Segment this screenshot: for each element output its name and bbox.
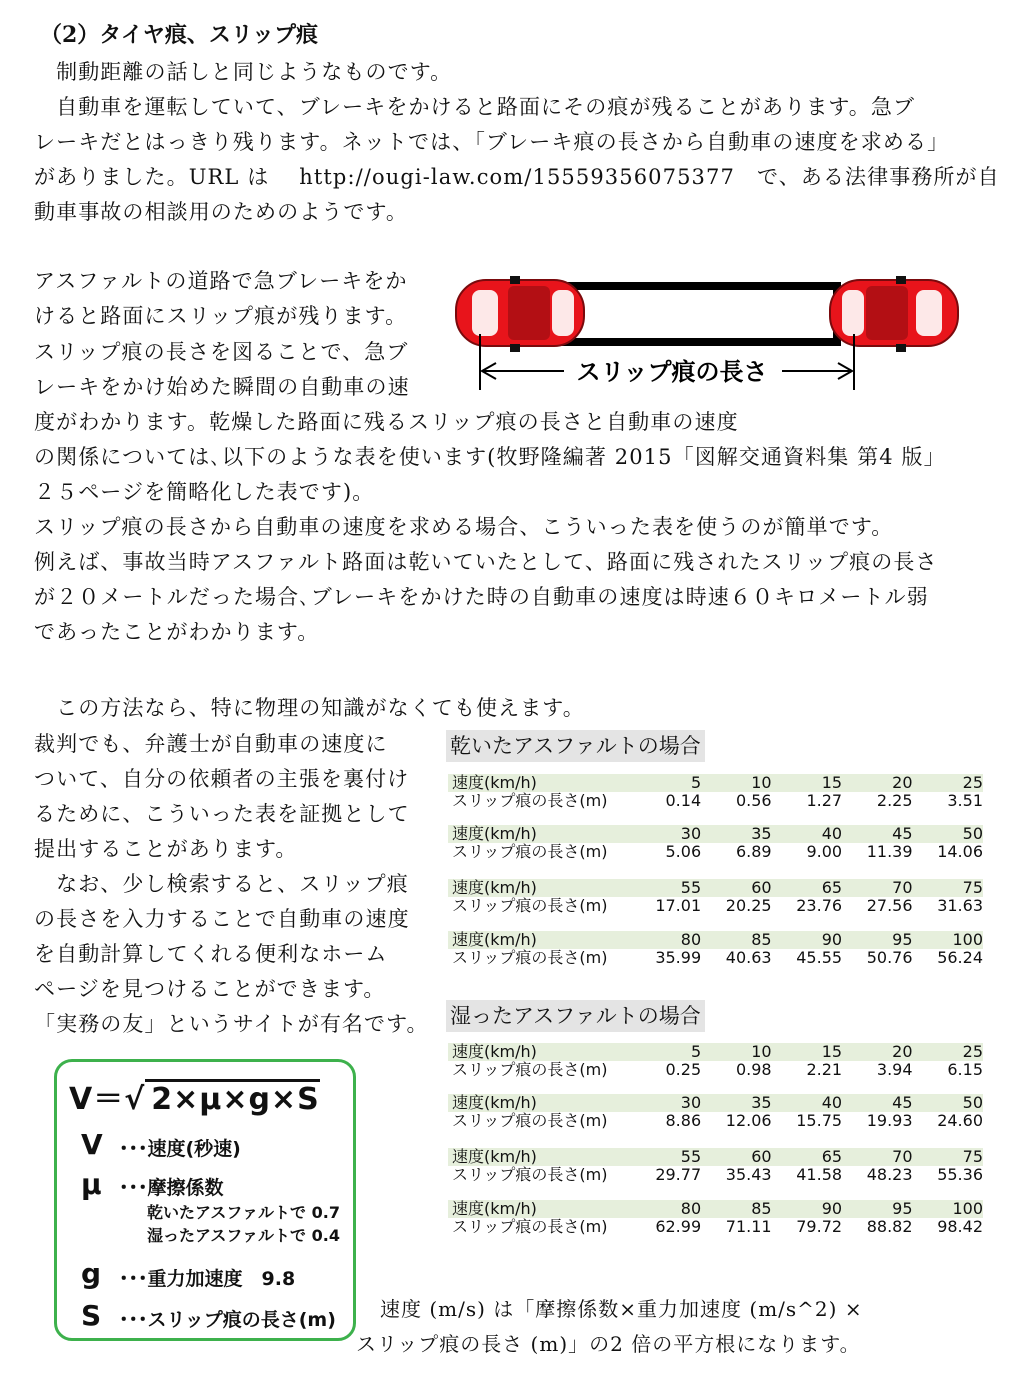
table-block <box>448 879 983 915</box>
speed-cell: 80 <box>680 1199 702 1218</box>
speed-cell: 60 <box>751 878 772 897</box>
speed-cell: 25 <box>962 773 983 792</box>
length-cell: 40.63 <box>725 948 772 967</box>
speed-cell: 15 <box>821 773 843 792</box>
skid-length-label: スリップ痕の長さ <box>576 358 768 386</box>
speed-label: 速度(km/h) <box>452 1042 537 1061</box>
length-cell: 88.82 <box>866 1217 913 1236</box>
speed-cell: 10 <box>751 773 772 792</box>
length-cell: 17.01 <box>655 896 702 915</box>
speed-label: 速度(km/h) <box>452 773 537 792</box>
mu-wet-value: 湿ったアスファルトで 0.4 <box>147 1226 340 1245</box>
length-row <box>448 897 983 915</box>
speed-cell: 40 <box>821 1093 843 1112</box>
text-line: 例えば、事故当時アスファルト路面は乾いていたとして、路面に残されたスリップ痕の長さ <box>34 550 938 574</box>
table-block <box>448 1094 983 1130</box>
length-cell: 0.56 <box>735 791 772 810</box>
speed-cell: 45 <box>892 824 913 843</box>
length-label: スリップ痕の長さ(m) <box>452 1217 608 1236</box>
length-cell: 27.56 <box>866 896 913 915</box>
length-cell: 1.27 <box>806 791 843 810</box>
text-line: であったことがわかります。 <box>34 620 320 644</box>
wet-table-title: 湿ったアスファルトの場合 <box>446 1000 705 1032</box>
length-label: スリップ痕の長さ(m) <box>452 896 608 915</box>
length-label: スリップ痕の長さ(m) <box>452 1060 608 1079</box>
speed-cell: 85 <box>751 1199 772 1218</box>
symbol-v-desc: ･･･速度(秒速) <box>119 1138 241 1160</box>
skid-diagram <box>452 266 962 396</box>
speed-cell: 35 <box>751 824 772 843</box>
symbol-mu: μ <box>81 1168 102 1201</box>
length-cell: 50.76 <box>866 948 913 967</box>
speed-cell: 75 <box>962 1147 983 1166</box>
length-label: スリップ痕の長さ(m) <box>452 948 608 967</box>
formula-prefix: V＝ <box>69 1082 125 1117</box>
formula-box <box>54 1059 356 1341</box>
closing-line: スリップ痕の長さ (m)」の2 倍の平方根になります。 <box>356 1332 861 1356</box>
speed-cell: 50 <box>962 1093 983 1112</box>
speed-cell: 100 <box>952 930 983 949</box>
table-block <box>448 931 983 967</box>
length-cell: 3.94 <box>876 1060 913 1079</box>
length-cell: 6.89 <box>735 842 772 861</box>
speed-cell: 95 <box>892 930 913 949</box>
text-line: スリップ痕の長さから自動車の速度を求める場合、こういった表を使うのが簡単です。 <box>34 515 894 539</box>
text-line: の長さを入力することで自動車の速度 <box>34 907 410 931</box>
length-cell: 23.76 <box>796 896 843 915</box>
speed-cell: 25 <box>962 1042 983 1061</box>
length-cell: 2.25 <box>876 791 913 810</box>
length-cell: 5.06 <box>665 842 702 861</box>
speed-row <box>448 879 983 897</box>
speed-cell: 65 <box>821 1147 843 1166</box>
length-row <box>448 949 983 967</box>
section-heading: （2）タイヤ痕、スリップ痕 <box>40 22 318 48</box>
length-cell: 0.14 <box>665 791 702 810</box>
mu-dry-value: 乾いたアスファルトで 0.7 <box>147 1203 340 1222</box>
car-right-icon <box>830 276 958 352</box>
length-cell: 0.98 <box>735 1060 772 1079</box>
length-cell: 19.93 <box>866 1111 913 1130</box>
symbol-g-desc: ･･･重力加速度 9.8 <box>119 1268 296 1290</box>
speed-label: 速度(km/h) <box>452 1093 537 1112</box>
text-line: けると路面にスリップ痕が残ります。 <box>34 304 408 328</box>
speed-label: 速度(km/h) <box>452 878 537 897</box>
speed-cell: 10 <box>751 1042 772 1061</box>
length-label: スリップ痕の長さ(m) <box>452 1165 608 1184</box>
speed-row <box>448 1200 983 1218</box>
closing-line: 速度 (m/s) は「摩擦係数×重力加速度 (m/s^2) × <box>380 1297 863 1321</box>
speed-label: 速度(km/h) <box>452 930 537 949</box>
speed-cell: 75 <box>962 878 983 897</box>
text-line: るために、こういった表を証拠として <box>34 802 410 826</box>
speed-row <box>448 825 983 843</box>
length-row <box>448 792 983 810</box>
length-row <box>448 1112 983 1130</box>
length-cell: 55.36 <box>937 1165 983 1184</box>
symbol-mu-desc: ･･･摩擦係数 <box>119 1177 224 1199</box>
skid-mark-lines <box>562 286 837 342</box>
length-cell: 0.25 <box>665 1060 702 1079</box>
length-cell: 79.72 <box>796 1217 843 1236</box>
speed-row <box>448 931 983 949</box>
speed-cell: 80 <box>680 930 702 949</box>
length-cell: 29.77 <box>655 1165 702 1184</box>
speed-cell: 45 <box>892 1093 913 1112</box>
speed-cell: 15 <box>821 1042 843 1061</box>
text-line: 度がわかります。乾燥した路面に残るスリップ痕の長さと自動車の速度 <box>34 410 739 434</box>
length-cell: 56.24 <box>937 948 983 967</box>
length-cell: 31.63 <box>937 896 983 915</box>
speed-cell: 55 <box>680 1147 702 1166</box>
text-line: 制動距離の話しと同じようなものです。 <box>34 60 453 84</box>
speed-cell: 55 <box>680 878 702 897</box>
speed-cell: 95 <box>892 1199 913 1218</box>
symbol-s-desc: ･･･スリップ痕の長さ(m) <box>119 1309 336 1331</box>
length-label: スリップ痕の長さ(m) <box>452 791 608 810</box>
speed-cell: 70 <box>892 1147 913 1166</box>
length-cell: 71.11 <box>725 1217 772 1236</box>
text-line: ページを見つけることができます。 <box>34 977 386 1001</box>
text-line: を自動計算してくれる便利なホーム <box>34 942 388 966</box>
text-line: 提出することがあります。 <box>34 837 298 861</box>
length-cell: 2.21 <box>806 1060 843 1079</box>
symbol-v: V <box>81 1128 103 1161</box>
length-cell: 15.75 <box>796 1111 843 1130</box>
speed-cell: 30 <box>680 824 702 843</box>
symbol-s: S <box>81 1299 102 1332</box>
text-line: ついて、自分の依頼者の主張を裏付け <box>34 767 410 791</box>
text-line: が２０メートルだった場合､ブレーキをかけた時の自動車の速度は時速６０キロメートル弱 <box>34 585 929 609</box>
table-block <box>448 1148 983 1184</box>
speed-cell: 30 <box>680 1093 702 1112</box>
length-row <box>448 1061 983 1079</box>
length-cell: 12.06 <box>725 1111 772 1130</box>
speed-cell: 85 <box>751 930 772 949</box>
formula-radicand: 2×μ×g×S <box>145 1079 319 1117</box>
length-cell: 48.23 <box>866 1165 913 1184</box>
text-line: の関係については､以下のような表を使います(牧野隆編著 2015「図解交通資料集 第4 版」 <box>34 445 946 469</box>
length-cell: 62.99 <box>655 1217 702 1236</box>
speed-cell: 20 <box>892 773 913 792</box>
table-block <box>448 1043 983 1079</box>
speed-cell: 60 <box>751 1147 772 1166</box>
speed-cell: 20 <box>892 1042 913 1061</box>
text-line: 裁判でも、弁護士が自動車の速度に <box>34 732 388 756</box>
speed-cell: 90 <box>821 930 843 949</box>
table-block <box>448 774 983 810</box>
length-row <box>448 1166 983 1184</box>
speed-cell: 100 <box>952 1199 983 1218</box>
speed-label: 速度(km/h) <box>452 1147 537 1166</box>
speed-label: 速度(km/h) <box>452 824 537 843</box>
formula <box>69 1074 320 1118</box>
table-block <box>448 825 983 861</box>
text-line: スリップ痕の長さを図ることで、急ブ <box>34 340 409 364</box>
method-line: この方法なら、特に物理の知識がなくても使えます。 <box>34 696 585 720</box>
car-left-icon <box>456 276 584 352</box>
table-block <box>448 1200 983 1236</box>
speed-cell: 50 <box>962 824 983 843</box>
symbol-g: g <box>81 1257 102 1290</box>
speed-cell: 40 <box>821 824 843 843</box>
speed-cell: 5 <box>690 773 702 792</box>
length-cell: 11.39 <box>866 842 913 861</box>
speed-row <box>448 774 983 792</box>
length-cell: 14.06 <box>937 842 983 861</box>
dry-table-title: 乾いたアスファルトの場合 <box>446 730 705 762</box>
length-cell: 35.43 <box>725 1165 772 1184</box>
length-row <box>448 1218 983 1236</box>
length-cell: 9.00 <box>806 842 843 861</box>
speed-label: 速度(km/h) <box>452 1199 537 1218</box>
text-line: 動車事故の相談用のためのようです。 <box>34 200 409 224</box>
speed-cell: 70 <box>892 878 913 897</box>
speed-cell: 65 <box>821 878 843 897</box>
length-cell: 45.55 <box>796 948 843 967</box>
text-line: レーキだとはっきり残ります。ネットでは、「ブレーキ痕の長さから自動車の速度を求める」 <box>34 130 950 154</box>
speed-row <box>448 1148 983 1166</box>
text-line: 「実務の友」というサイトが有名です。 <box>34 1012 429 1036</box>
length-cell: 6.15 <box>947 1060 983 1079</box>
speed-row <box>448 1043 983 1061</box>
text-line: ２５ページを簡略化した表です)。 <box>34 480 375 504</box>
text-line: アスファルトの道路で急ブレーキをか <box>34 269 408 293</box>
length-label: スリップ痕の長さ(m) <box>452 1111 608 1130</box>
text-line: レーキをかけ始めた瞬間の自動車の速 <box>34 375 410 399</box>
speed-row <box>448 1094 983 1112</box>
square-root-icon: √ <box>124 1082 146 1117</box>
speed-cell: 90 <box>821 1199 843 1218</box>
text-line: 自動車を運転していて、ブレーキをかけると路面にその痕が残ることがあります。急ブ <box>34 95 916 119</box>
text-line: がありました。URL は http://ougi-law.com/15559356075377 で、ある法律事務所が自 <box>34 165 1000 189</box>
speed-cell: 5 <box>690 1042 702 1061</box>
length-cell: 24.60 <box>937 1111 983 1130</box>
length-cell: 8.86 <box>665 1111 702 1130</box>
length-row <box>448 843 983 861</box>
length-cell: 41.58 <box>796 1165 843 1184</box>
speed-cell: 35 <box>751 1093 772 1112</box>
text-line: なお、少し検索すると、スリップ痕 <box>34 872 409 896</box>
length-cell: 3.51 <box>947 791 983 810</box>
length-label: スリップ痕の長さ(m) <box>452 842 608 861</box>
length-cell: 98.42 <box>937 1217 983 1236</box>
length-cell: 20.25 <box>725 896 772 915</box>
length-cell: 35.99 <box>655 948 702 967</box>
